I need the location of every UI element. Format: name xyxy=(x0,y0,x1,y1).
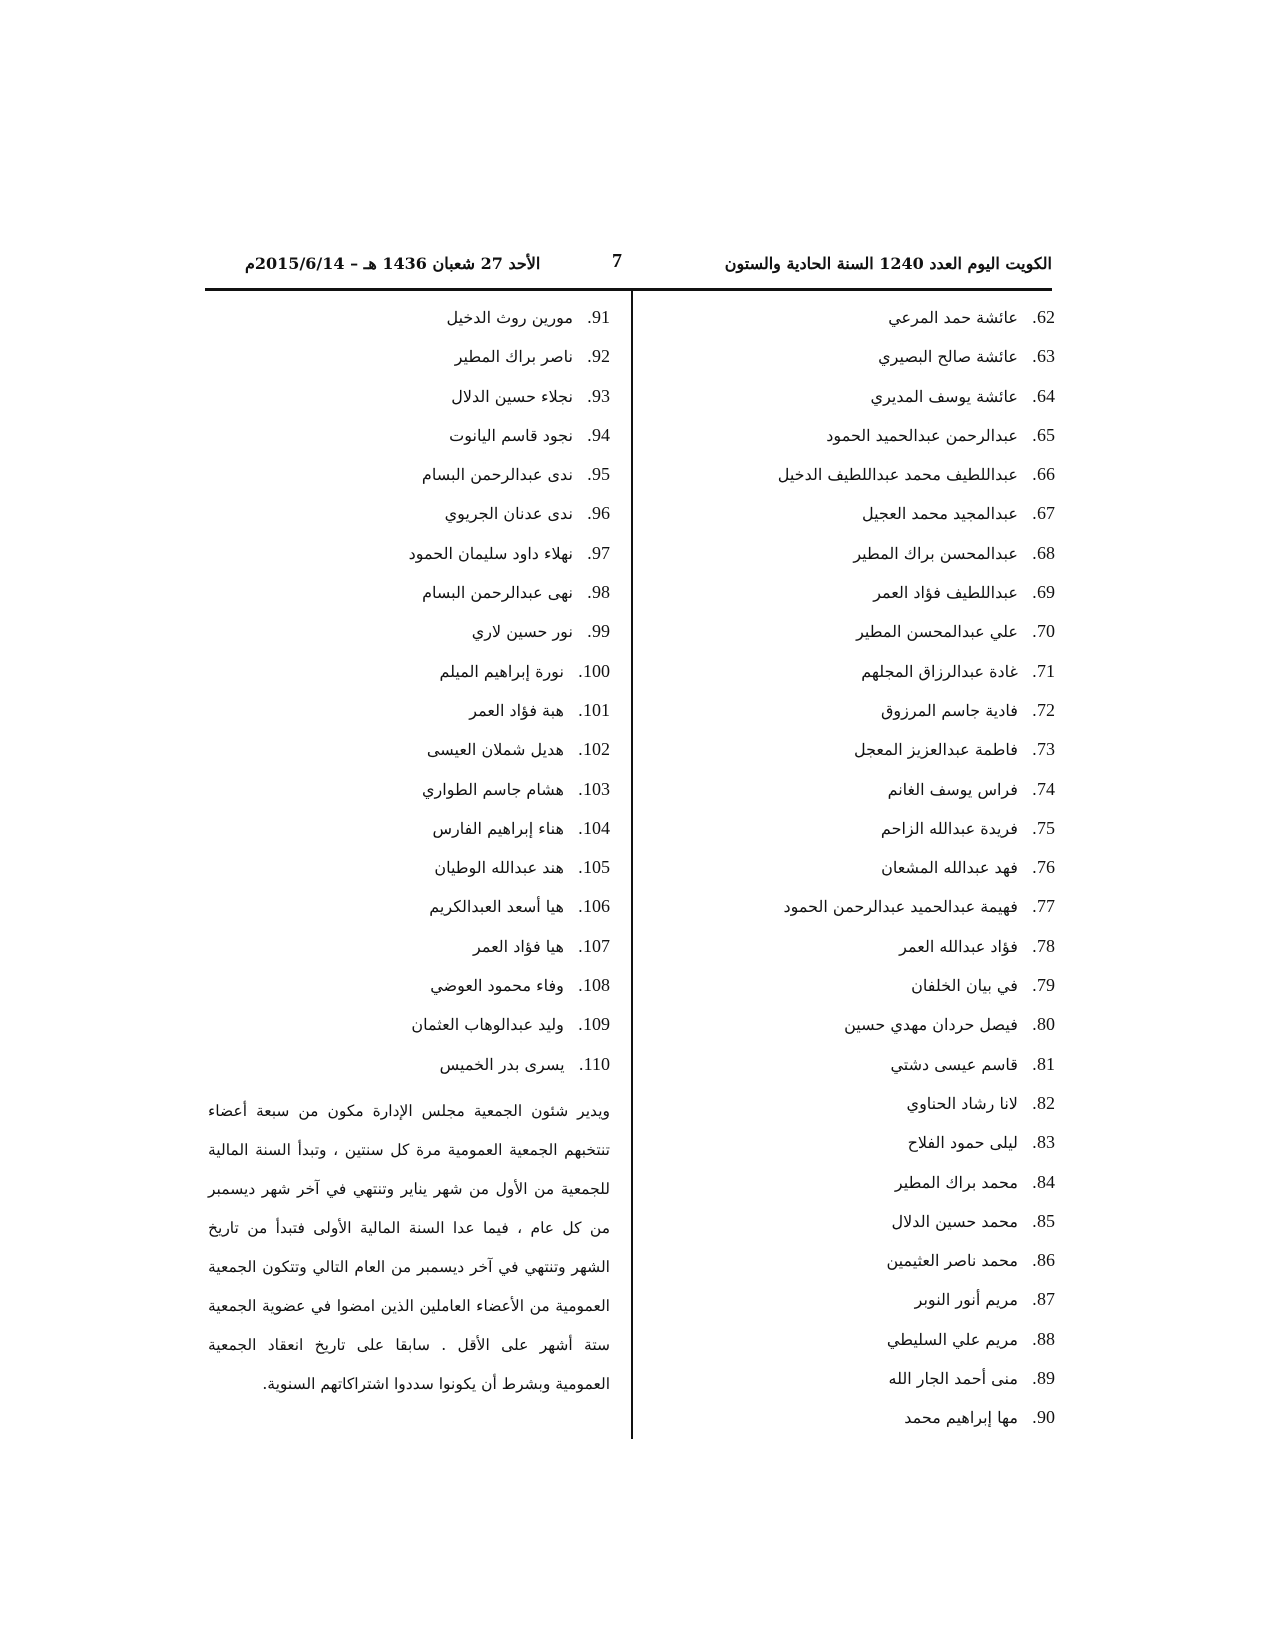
item-number: 81 xyxy=(1037,1053,1055,1074)
item-number: 71 xyxy=(1037,660,1055,681)
list-item xyxy=(655,809,1055,848)
item-name: نورة إبراهيم الميلم xyxy=(439,661,564,681)
item-number: 110 xyxy=(583,1053,610,1074)
list-item xyxy=(655,966,1055,1005)
item-number: 78 xyxy=(1037,935,1055,956)
list-item xyxy=(208,377,610,416)
list-item xyxy=(655,730,1055,769)
item-dot: . xyxy=(577,661,583,681)
item-dot: . xyxy=(1031,465,1037,485)
item-name: مها إبراهيم محمد xyxy=(904,1408,1018,1428)
item-number: 80 xyxy=(1037,1014,1055,1035)
item-name: لانا رشاد الحناوي xyxy=(906,1093,1018,1113)
list-item xyxy=(655,652,1055,691)
item-number: 75 xyxy=(1037,817,1055,838)
item-name: وليد عبدالوهاب العثمان xyxy=(411,1015,564,1035)
list-item xyxy=(655,770,1055,809)
item-name: مريم علي السليطي xyxy=(886,1329,1018,1349)
item-number: 90 xyxy=(1037,1407,1055,1428)
item-number: 84 xyxy=(1037,1171,1055,1192)
list-item xyxy=(655,691,1055,730)
item-number: 67 xyxy=(1037,503,1055,524)
item-number: 66 xyxy=(1037,464,1055,485)
item-dot: . xyxy=(586,465,592,485)
item-name: نجود قاسم اليانوت xyxy=(449,425,573,445)
item-name: عائشة يوسف المديري xyxy=(870,386,1018,406)
list-item xyxy=(208,573,610,612)
list-item xyxy=(655,1163,1055,1202)
item-dot: . xyxy=(1031,897,1037,917)
item-dot: . xyxy=(1031,1211,1037,1231)
list-item xyxy=(208,652,610,691)
item-number: 83 xyxy=(1037,1132,1055,1153)
page-header xyxy=(205,250,1052,284)
item-number: 108 xyxy=(583,975,610,996)
item-number: 68 xyxy=(1037,542,1055,563)
item-number: 69 xyxy=(1037,582,1055,603)
item-number: 102 xyxy=(583,739,610,760)
item-number: 73 xyxy=(1037,739,1055,760)
item-name: يسرى بدر الخميس xyxy=(439,1054,565,1074)
item-name: ليلى حمود الفلاح xyxy=(907,1133,1018,1153)
item-number: 109 xyxy=(583,1014,610,1035)
item-dot: . xyxy=(586,622,592,642)
header-date: الأحد 27 شعبان 1436 هـ – 2015/6/14م xyxy=(245,254,541,273)
item-dot: . xyxy=(586,308,592,327)
body-paragraph: ويدير شئون الجمعية مجلس الإدارة مكون من سبعة أعضاء تنتخبهم الجمعية العمومية مرة كل سنتين ، وتبدأ السنة المالية للجمعية من الأول من شهر يناير وتنتهي في آخر شهر ديسمبر من كل عام ، فيما عدا السنة المالية الأولى فتبدأ من تاريخ الشهر وتنتهي في آخر ديسمبر من العام التالي وتتكون الجمعية العمومية من الأعضاء العاملين الذين امضوا في عضوية الجمعية ستة أشهر على الأقل . سابقا على تاريخ انعقاد الجمعية العمومية وبشرط أن يكونوا سددوا اشتراكاتهم السنوية. xyxy=(208,1101,610,1393)
item-number: 85 xyxy=(1037,1210,1055,1231)
item-name: فريدة عبدالله الزاحم xyxy=(880,818,1018,838)
list-item xyxy=(655,1359,1055,1398)
list-item xyxy=(208,691,610,730)
item-dot: . xyxy=(1031,818,1037,838)
item-number: 64 xyxy=(1037,385,1055,406)
list-item xyxy=(655,927,1055,966)
item-number: 76 xyxy=(1037,857,1055,878)
item-dot: . xyxy=(586,386,592,406)
list-item xyxy=(208,730,610,769)
item-name: محمد ناصر العثيمين xyxy=(886,1251,1018,1271)
item-name: نهلاء داود سليمان الحمود xyxy=(408,543,573,563)
item-number: 91 xyxy=(592,307,610,327)
left-column-list xyxy=(208,298,610,1084)
item-dot: . xyxy=(586,504,592,524)
item-dot: . xyxy=(1031,1369,1037,1389)
list-item xyxy=(208,416,610,455)
column-divider xyxy=(631,291,633,1439)
item-dot: . xyxy=(1031,858,1037,878)
list-item xyxy=(208,337,610,376)
list-item xyxy=(655,1005,1055,1044)
item-number: 104 xyxy=(583,817,610,838)
item-number: 97 xyxy=(592,542,610,563)
item-name: محمد حسين الدلال xyxy=(891,1211,1018,1231)
item-name: فراس يوسف الغانم xyxy=(887,779,1018,799)
list-item xyxy=(208,298,610,337)
header-issue-info: الكويت اليوم العدد 1240 السنة الحادية والستون xyxy=(724,254,1052,273)
list-item xyxy=(655,1202,1055,1241)
item-dot: . xyxy=(577,740,583,760)
item-dot: . xyxy=(577,897,583,917)
item-dot: . xyxy=(1031,543,1037,563)
list-item xyxy=(208,612,610,651)
item-name: فادية جاسم المرزوق xyxy=(880,700,1018,720)
item-dot: . xyxy=(1031,308,1037,327)
item-dot: . xyxy=(577,936,583,956)
item-name: عائشة صالح البصيري xyxy=(878,347,1018,367)
item-dot: . xyxy=(1031,1251,1037,1271)
item-dot: . xyxy=(1031,1172,1037,1192)
item-number: 92 xyxy=(592,346,610,367)
item-dot: . xyxy=(1031,779,1037,799)
item-number: 63 xyxy=(1037,346,1055,367)
list-item xyxy=(208,848,610,887)
item-dot: . xyxy=(1031,1408,1037,1428)
page-number: 7 xyxy=(612,250,622,272)
item-dot: . xyxy=(1031,740,1037,760)
item-name: غادة عبدالرزاق المجلهم xyxy=(861,661,1018,681)
item-number: 74 xyxy=(1037,778,1055,799)
item-number: 103 xyxy=(583,778,610,799)
list-item xyxy=(655,534,1055,573)
list-item xyxy=(655,494,1055,533)
list-item xyxy=(208,809,610,848)
item-name: وفاء محمود العوضي xyxy=(430,976,564,996)
item-number: 70 xyxy=(1037,621,1055,642)
item-number: 101 xyxy=(583,699,610,720)
item-dot: . xyxy=(1031,347,1037,367)
item-name: هيا فؤاد العمر xyxy=(472,936,564,956)
list-item xyxy=(655,1084,1055,1123)
item-name: فيصل حردان مهدي حسين xyxy=(844,1015,1018,1035)
item-name: مورين روث الدخيل xyxy=(446,308,573,327)
header-rule xyxy=(205,288,1052,291)
item-name: عائشة حمد المرعي xyxy=(888,308,1018,327)
item-dot: . xyxy=(1031,1054,1037,1074)
item-number: 88 xyxy=(1037,1328,1055,1349)
item-dot: . xyxy=(577,818,583,838)
item-dot: . xyxy=(1031,504,1037,524)
item-name: نهى عبدالرحمن البسام xyxy=(422,583,573,603)
item-number: 77 xyxy=(1037,896,1055,917)
item-number: 62 xyxy=(1037,307,1055,327)
item-dot: . xyxy=(1031,386,1037,406)
item-name: في بيان الخلفان xyxy=(911,976,1018,996)
list-item xyxy=(655,416,1055,455)
list-item xyxy=(208,887,610,926)
item-name: عبدالمحسن براك المطير xyxy=(853,543,1018,563)
item-name: نجلاء حسين الدلال xyxy=(451,386,573,406)
list-item xyxy=(655,1398,1055,1437)
list-item xyxy=(655,377,1055,416)
item-name: فهيمة عبدالحميد عبدالرحمن الحمود xyxy=(783,897,1018,917)
item-name: قاسم عيسى دشتي xyxy=(890,1054,1018,1074)
item-dot: . xyxy=(586,347,592,367)
item-dot: . xyxy=(1031,1133,1037,1153)
item-number: 96 xyxy=(592,503,610,524)
item-dot: . xyxy=(1031,1329,1037,1349)
item-number: 87 xyxy=(1037,1289,1055,1310)
item-number: 72 xyxy=(1037,699,1055,720)
item-name: هناء إبراهيم الفارس xyxy=(432,818,564,838)
item-name: هديل شملان العيسى xyxy=(426,740,564,760)
item-dot: . xyxy=(1031,1015,1037,1035)
item-dot: . xyxy=(1031,976,1037,996)
list-item xyxy=(655,612,1055,651)
item-number: 107 xyxy=(583,935,610,956)
item-number: 93 xyxy=(592,385,610,406)
list-item xyxy=(655,1045,1055,1084)
item-number: 106 xyxy=(583,896,610,917)
item-dot: . xyxy=(1031,622,1037,642)
item-dot: . xyxy=(586,543,592,563)
item-name: هند عبدالله الوطيان xyxy=(434,858,564,878)
list-item xyxy=(208,770,610,809)
list-item xyxy=(208,455,610,494)
item-dot: . xyxy=(577,779,583,799)
item-dot: . xyxy=(586,583,592,603)
list-item xyxy=(655,1280,1055,1319)
item-name: هيا أسعد العبدالكريم xyxy=(429,897,564,917)
item-number: 82 xyxy=(1037,1092,1055,1113)
list-item xyxy=(655,337,1055,376)
list-item xyxy=(208,1005,610,1044)
list-item xyxy=(208,534,610,573)
item-dot: . xyxy=(1031,1093,1037,1113)
left-column xyxy=(208,298,610,1404)
item-name: ناصر براك المطير xyxy=(454,347,573,367)
item-name: علي عبدالمحسن المطير xyxy=(856,622,1018,642)
item-dot: . xyxy=(577,976,583,996)
list-item xyxy=(655,848,1055,887)
item-name: هبة فؤاد العمر xyxy=(469,700,564,720)
item-dot: . xyxy=(577,700,583,720)
item-name: نور حسين لاري xyxy=(471,622,573,642)
item-number: 99 xyxy=(592,621,610,642)
item-name: عبدالرحمن عبدالحميد الحمود xyxy=(826,425,1018,445)
list-item xyxy=(655,455,1055,494)
list-item xyxy=(208,966,610,1005)
item-dot: . xyxy=(578,1054,584,1074)
item-number: 100 xyxy=(583,660,610,681)
list-item xyxy=(655,573,1055,612)
item-number: 94 xyxy=(592,424,610,445)
list-item xyxy=(655,1241,1055,1280)
list-item xyxy=(655,298,1055,337)
item-dot: . xyxy=(1031,583,1037,603)
list-item xyxy=(655,887,1055,926)
item-dot: . xyxy=(586,425,592,445)
item-dot: . xyxy=(1031,700,1037,720)
list-item xyxy=(655,1320,1055,1359)
item-name: ندى عبدالرحمن البسام xyxy=(421,465,573,485)
list-item xyxy=(208,494,610,533)
item-name: منى أحمد الجار الله xyxy=(888,1369,1018,1389)
item-number: 95 xyxy=(592,464,610,485)
item-number: 79 xyxy=(1037,975,1055,996)
item-number: 65 xyxy=(1037,424,1055,445)
list-item xyxy=(655,1123,1055,1162)
item-dot: . xyxy=(1031,1290,1037,1310)
item-dot: . xyxy=(577,1015,583,1035)
item-dot: . xyxy=(577,858,583,878)
right-column-list xyxy=(655,298,1055,1438)
item-number: 105 xyxy=(583,857,610,878)
item-name: عبداللطيف محمد عبداللطيف الدخيل xyxy=(777,465,1018,485)
item-dot: . xyxy=(1031,661,1037,681)
item-name: عبدالمجيد محمد العجيل xyxy=(861,504,1018,524)
list-item xyxy=(208,927,610,966)
list-item xyxy=(208,1045,610,1084)
item-dot: . xyxy=(1031,936,1037,956)
item-number: 98 xyxy=(592,582,610,603)
item-number: 86 xyxy=(1037,1250,1055,1271)
item-name: مريم أنور النوبر xyxy=(914,1290,1018,1310)
item-dot: . xyxy=(1031,425,1037,445)
item-name: فؤاد عبدالله العمر xyxy=(899,936,1018,956)
item-name: ندى عدنان الجريوي xyxy=(444,504,573,524)
item-name: فاطمة عبدالعزيز المعجل xyxy=(853,740,1018,760)
item-name: عبداللطيف فؤاد العمر xyxy=(873,583,1018,603)
item-number: 89 xyxy=(1037,1368,1055,1389)
item-name: محمد براك المطير xyxy=(894,1172,1018,1192)
item-name: هشام جاسم الطواري xyxy=(422,779,564,799)
item-name: فهد عبدالله المشعان xyxy=(881,858,1018,878)
